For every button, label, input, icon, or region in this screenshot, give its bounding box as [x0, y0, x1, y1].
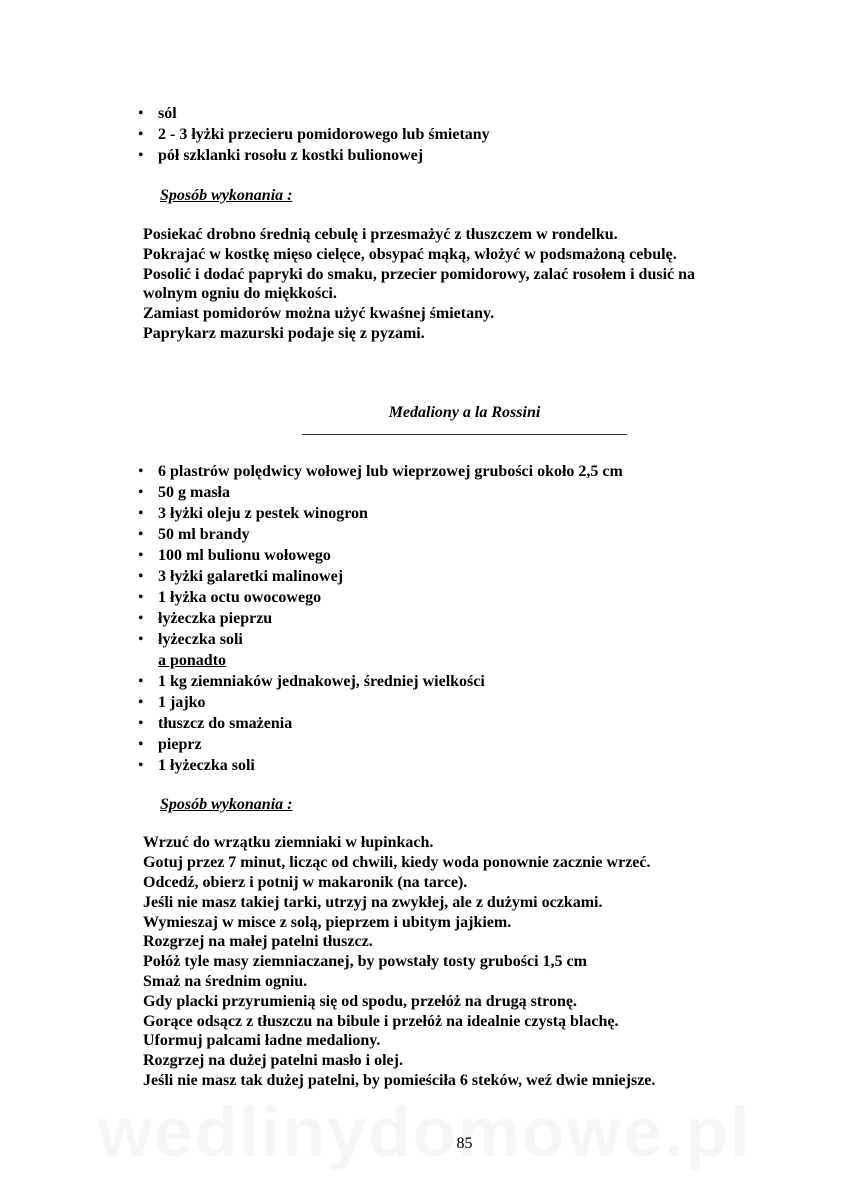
method-line: Posiekać drobno średnią cebulę i przesmażyć z tłuszczem w rondelku.	[143, 226, 618, 243]
method-line: Zamiast pomidorów można użyć kwaśnej śmietany.	[143, 305, 495, 322]
method-heading: Sposób wykonania :	[160, 796, 293, 813]
method-line: Jeśli nie masz takiej tarki, utrzyj na zwykłej, ale z dużymi oczkami.	[143, 894, 603, 911]
ingredient-item: • 2 - 3 łyżki przecieru pomidorowego lub śmietany	[158, 125, 490, 145]
ingredient-item: • sól	[158, 104, 177, 124]
ingredient-item: • 3 łyżki galaretki malinowej	[158, 567, 343, 587]
page-number: 85	[456, 1135, 473, 1152]
title-underline	[302, 434, 627, 435]
ingredient-item: • łyżeczka pieprzu	[158, 609, 272, 629]
ingredient-item: • pieprz	[158, 735, 202, 755]
method-line: Paprykarz mazurski podaje się z pyzami.	[143, 325, 425, 342]
ingredient-item: • łyżeczka soli	[158, 630, 243, 650]
method-line: Odcedź, obierz i potnij w makaronik (na tarce).	[143, 874, 468, 891]
ingredient-item: • 1 jajko	[158, 693, 206, 713]
method-line: Uformuj palcami ładne medaliony.	[143, 1032, 381, 1049]
method-line: Gotuj przez 7 minut, licząc od chwili, kiedy woda ponownie zacznie wrzeć.	[143, 854, 651, 871]
ingredient-item: • 50 ml brandy	[158, 525, 250, 545]
ingredient-item: • pół szklanki rosołu z kostki bulionowej	[158, 146, 423, 166]
method-line: Jeśli nie masz tak dużej patelni, by pomieściła 6 steków, weź dwie mniejsze.	[143, 1072, 656, 1089]
method-line: Pokrajać w kostkę mięso cielęce, obsypać mąką, włożyć w podsmażoną cebulę.	[143, 246, 677, 263]
method-line: wolnym ogniu do miękkości.	[143, 285, 337, 302]
method-line: Rozgrzej na dużej patelni masło i olej.	[143, 1052, 403, 1069]
method-line: Gorące odsącz z tłuszczu na bibule i przełóż na idealnie czystą blachę.	[143, 1013, 619, 1030]
method-line: Gdy placki przyrumienią się od spodu, przełóż na drugą stronę.	[143, 993, 577, 1010]
ingredient-item: • 1 łyżeczka soli	[158, 756, 255, 776]
ingredient-item: • 100 ml bulionu wołowego	[158, 546, 331, 566]
method-line: Wrzuć do wrzątku ziemniaki w łupinkach.	[143, 834, 434, 851]
top-method-heading: Sposób wykonania :	[160, 187, 293, 204]
ingredient-item: • 1 łyżka octu owocowego	[158, 588, 321, 608]
method-line: Posolić i dodać papryki do smaku, przecier pomidorowy, zalać rosołem i dusić na	[143, 266, 696, 283]
ingredient-item: • 6 plastrów polędwicy wołowej lub wieprzowej grubości około 2,5 cm	[158, 462, 623, 482]
method-line: Wymieszaj w misce z solą, pieprzem i ubitym jajkiem.	[143, 914, 512, 931]
method-line: Rozgrzej na małej patelni tłuszcz.	[143, 933, 373, 950]
recipe-title: Medaliony a la Rossini	[388, 404, 541, 421]
watermark	[0, 1092, 849, 1172]
additionally-label: a ponadto	[158, 652, 227, 669]
ingredient-item: • tłuszcz do smażenia	[158, 714, 292, 734]
method-line: Smaż na średnim ogniu.	[143, 973, 308, 990]
ingredient-item: • 1 kg ziemniaków jednakowej, średniej wielkości	[158, 672, 485, 692]
method-line: Połóż tyle masy ziemniaczanej, by powstały tosty grubości 1,5 cm	[143, 953, 587, 970]
ingredient-item: • 3 łyżki oleju z pestek winogron	[158, 504, 368, 524]
ingredient-item: • 50 g masła	[158, 483, 230, 503]
